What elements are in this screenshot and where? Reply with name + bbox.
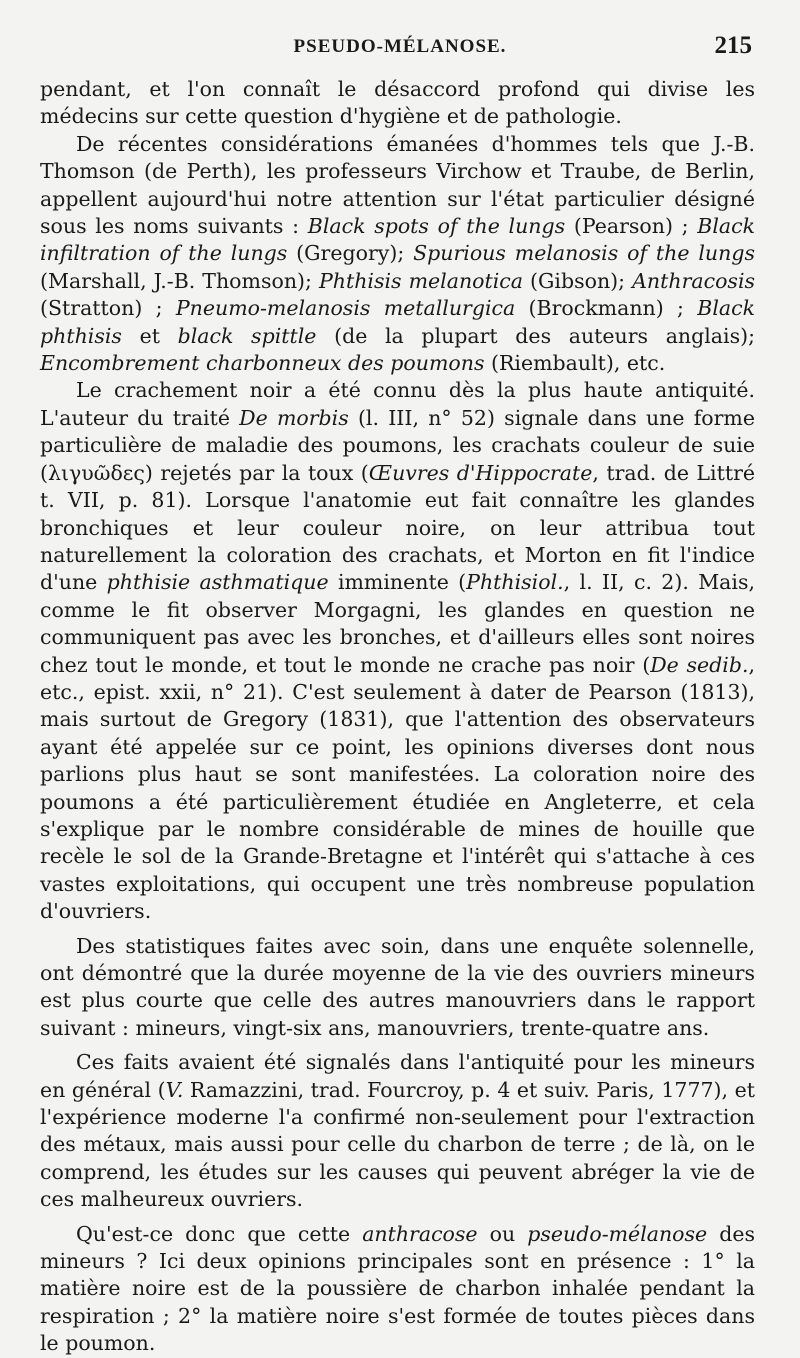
text-run: pendant, et l'on connaît le désaccord profond qui divise les médecins sur cette question d'hygiène et de pathologie. — [40, 77, 755, 129]
italic-text-run: Spurious melanosis of the lungs — [413, 241, 755, 266]
text-run: (l. III, n° 52) signale dans une forme particulière de maladie des poumons, les crachats couleur de suie (λιγυῶδες) rejetés par la toux ( — [40, 405, 755, 485]
paragraph — [40, 131, 755, 378]
italic-text-run: Black infiltration of the lungs — [40, 214, 755, 266]
text-run: (Pearson) ; — [565, 214, 698, 239]
italic-text-run: Black phthisis — [40, 296, 755, 348]
text-run: Le crachement noir a été connu dès la plus haute antiquité. L'auteur du traité — [40, 378, 755, 430]
text-run: , l. II, c. 2). Mais, comme le fit observer Morgagni, les glandes en question ne communiquent pas avec les bronches, et d'ailleurs elles sont noires chez tout le monde, et tout le monde ne crache pas noir ( — [40, 570, 755, 677]
body-text — [40, 76, 755, 1358]
text-run: ou — [477, 1221, 528, 1246]
paragraph — [40, 1049, 755, 1213]
italic-text-run: V. — [165, 1077, 184, 1102]
paragraph — [40, 933, 755, 1043]
text-run: Ces faits avaient été signalés dans l'antiquité pour les mineurs en général ( — [40, 1050, 755, 1102]
italic-text-run: anthracose — [362, 1221, 478, 1246]
text-run: Qu'est-ce donc que cette — [76, 1221, 363, 1246]
running-title: PSEUDO-MÉLANOSE. — [293, 36, 507, 57]
italic-text-run: Pneumo-melanosis metallurgica — [175, 296, 516, 321]
text-run: Des statistiques faites avec soin, dans une enquête solennelle, ont démontré que la durée moyenne de la vie des ouvriers mineurs est plus courte que celle des autres manouvriers dans le rapport suivant : mineurs, vingt-six ans, manouvriers, trente-quatre ans. — [40, 933, 755, 1040]
italic-text-run: Anthracosis — [632, 268, 756, 293]
page-number: 215 — [714, 32, 752, 59]
italic-text-run: Black spots of the lungs — [307, 214, 566, 239]
text-run: , etc., epist. xxii, n° 21). C'est seulement à dater de Pearson (1813), mais surtout de Gregory (1831), que l'attention des observateurs ayant été appelée sur ce point, les opinions diverses dont nous parlions plus haut se sont manifestées. La coloration noire des poumons a été particulièrement étudiée en Angleterre, et cela s'explique par le nombre considérable de mines de houille que recèle le sol de la Grande-Bretagne et l'intérêt qui s'attache à ces vastes exploitations, qui occupent une très nombreuse population d'ouvriers. — [40, 652, 755, 924]
italic-text-run: phthisie asthmatique — [106, 570, 329, 595]
text-run: (Marshall, J.-B. Thomson); — [40, 268, 319, 293]
italic-text-run: Phthisiol. — [466, 570, 564, 595]
text-run: et — [121, 323, 178, 348]
text-run: des mineurs ? Ici deux opinions principales sont en présence : 1° la matière noire est de la poussière de charbon inhalée pendant la respiration ; 2° la matière noire s'est formée de toutes pièces dans le poumon. — [40, 1221, 756, 1356]
italic-text-run: black spittle — [177, 323, 317, 348]
text-run: De récentes considérations émanées d'hommes tels que J.-B. Thomson (de Perth), les professeurs Virchow et Traube, de Berlin, appellent aujourd'hui notre attention sur l'état particulier désigné sous les noms suivants : — [40, 131, 755, 239]
text-run: (Gregory); — [287, 241, 414, 266]
text-run: (Riembault), etc. — [484, 351, 666, 376]
page-header — [40, 34, 760, 68]
text-run: (Stratton) ; — [40, 296, 176, 321]
italic-text-run: Œuvres d'Hippocrate — [368, 460, 593, 485]
text-run: Ramazzini, trad. Fourcroy, p. 4 et suiv. Paris, 1777), et l'expérience moderne l'a confirmé non-seulement pour l'extraction des métaux, mais aussi pour celle du charbon de terre ; de là, on le comprend, les études sur les causes qui peuvent abréger la vie de ces malheureux ouvriers. — [40, 1077, 755, 1212]
paragraph — [40, 76, 755, 131]
italic-text-run: Phthisis melanotica — [318, 268, 524, 293]
italic-text-run: Encombrement charbonneux des poumons — [40, 351, 485, 376]
text-run: (Brockmann) ; — [515, 296, 698, 321]
italic-text-run: De sedib. — [650, 652, 749, 677]
paragraph — [40, 377, 755, 925]
text-run: (Gibson); — [523, 268, 633, 293]
text-run: (de la plupart des auteurs anglais); — [316, 323, 756, 348]
italic-text-run: De morbis — [239, 405, 349, 430]
paragraph — [40, 1221, 755, 1358]
italic-text-run: pseudo-mélanose — [527, 1221, 708, 1246]
text-run: imminente ( — [328, 570, 467, 595]
text-run: , trad. de Littré t. VII, p. 81). Lorsque l'anatomie eut fait connaître les glandes bronchiques et leur couleur noire, on leur attribua tout naturellement la coloration des crachats, et Morton en fit l'indice d'une — [40, 460, 756, 595]
